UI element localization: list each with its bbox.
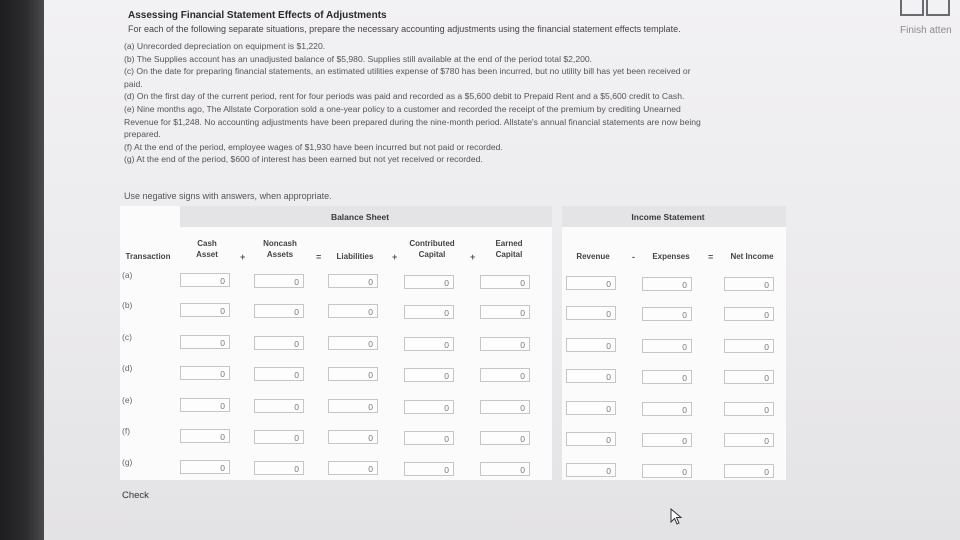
liabilities-input[interactable]: 0 [328,461,378,475]
cash-asset-input[interactable]: 0 [180,398,230,412]
plus-operator: + [240,252,246,262]
row-label: (d) [122,363,133,373]
cash-asset-input[interactable]: 0 [180,460,230,474]
revenue-input[interactable]: 0 [566,401,616,415]
noncash-assets-input[interactable]: 0 [254,274,304,288]
liabilities-input[interactable]: 0 [328,430,378,444]
row-label: (e) [122,395,133,405]
expenses-input[interactable]: 0 [642,277,692,291]
liabilities-input[interactable]: 0 [328,367,378,381]
cash-asset-input[interactable]: 0 [180,273,230,287]
equals-operator: = [316,252,322,262]
equals-operator: = [708,252,714,262]
cash-asset-input[interactable]: 0 [180,335,230,349]
earned-capital-input[interactable]: 0 [480,400,530,414]
earned-capital-input[interactable]: 0 [480,431,530,445]
net-income-input[interactable]: 0 [724,402,774,416]
earned-capital-header: Earned Capital [495,239,523,259]
expenses-input[interactable]: 0 [642,433,692,447]
income-statement-label: Income Statement [631,212,705,222]
expenses-input[interactable]: 0 [642,339,692,353]
balance-sheet-label: Balance Sheet [330,212,390,222]
earned-capital-input[interactable]: 0 [480,368,530,382]
expenses-input[interactable]: 0 [642,464,692,478]
earned-capital-input[interactable]: 0 [480,305,530,319]
liabilities-input[interactable]: 0 [328,399,378,413]
earned-capital-input[interactable]: 0 [480,275,530,289]
earned-capital-input[interactable]: 0 [480,462,530,476]
question-item: (a) Unrecorded depreciation on equipment is $1,220. [124,41,326,51]
contributed-capital-input[interactable]: 0 [404,462,454,476]
revenue-input[interactable]: 0 [566,338,616,352]
expenses-header: Expenses [652,252,690,261]
window-icon [900,0,924,16]
contributed-capital-input[interactable]: 0 [404,305,454,319]
row-label: (g) [122,457,133,467]
net-income-input[interactable]: 0 [724,307,774,321]
revenue-input[interactable]: 0 [566,432,616,446]
transaction-header: Transaction [125,252,171,261]
liabilities-input[interactable]: 0 [328,274,378,288]
question-item: (b) The Supplies account has an unadjusted balance of $5,980. Supplies still available at the end of the period total $2,200. [124,53,593,64]
revenue-header: Revenue [576,252,610,261]
check-button[interactable]: Check [122,490,149,501]
question-item: Revenue for $1,248. No accounting adjustments have been prepared during the nine-month period. Allstate's annual financial statements are now being [124,116,701,127]
plus-operator: + [470,252,476,262]
contributed-capital-header: Contributed Capital [409,239,455,259]
row-label: (a) [122,270,133,280]
minus-operator: - [632,252,635,262]
revenue-input[interactable]: 0 [566,276,616,290]
mouse-cursor-icon [670,508,684,526]
net-income-input[interactable]: 0 [724,464,774,478]
noncash-assets-header: Noncash Assets [263,239,297,259]
contributed-capital-input[interactable]: 0 [404,368,454,382]
earned-capital-input[interactable]: 0 [480,337,530,351]
question-title: Assessing Financial Statement Effects of Adjustments [128,10,387,21]
question-item: prepared. [124,129,161,140]
net-income-input[interactable]: 0 [724,433,774,447]
noncash-assets-input[interactable]: 0 [254,336,304,350]
monitor-bezel [0,0,44,540]
question-intro: For each of the following separate situations, prepare the necessary accounting adjustments using the financial statement effects template. [128,24,681,34]
finish-attempt-button[interactable]: Finish atten [900,25,952,36]
cash-asset-header: Cash Asset [196,239,218,259]
expenses-input[interactable]: 0 [642,370,692,384]
noncash-assets-input[interactable]: 0 [254,304,304,318]
expenses-input[interactable]: 0 [642,307,692,321]
net-income-input[interactable]: 0 [724,339,774,353]
contributed-capital-input[interactable]: 0 [404,431,454,445]
cash-asset-input[interactable]: 0 [180,429,230,443]
question-items [124,40,834,166]
row-label: (f) [122,426,131,436]
sign-note: Use negative signs with answers, when appropriate. [124,191,332,201]
net-income-input[interactable]: 0 [724,370,774,384]
row-label: (b) [122,300,133,310]
question-item: (d) On the first day of the current period, rent for four periods was paid and recorded as a $5,600 debit to Prepaid Rent and a $5,600 credit to Cash. [124,91,685,102]
net-income-header: Net Income [730,252,774,261]
question-item: paid. [124,78,143,89]
expenses-input[interactable]: 0 [642,402,692,416]
plus-operator: + [392,252,398,262]
revenue-input[interactable]: 0 [566,369,616,383]
net-income-input[interactable]: 0 [724,277,774,291]
question-item: (c) On the date for preparing financial statements, an estimated utilities expense of $780 has been incurred, but no utility bill has yet been received or [124,66,691,77]
question-item: (g) At the end of the period, $600 of interest has been earned but not yet received or recorded. [124,154,483,165]
cash-asset-input[interactable]: 0 [180,303,230,317]
noncash-assets-input[interactable]: 0 [254,461,304,475]
contributed-capital-input[interactable]: 0 [404,400,454,414]
cash-asset-input[interactable]: 0 [180,366,230,380]
revenue-input[interactable]: 0 [566,463,616,477]
revenue-input[interactable]: 0 [566,306,616,320]
liabilities-input[interactable]: 0 [328,304,378,318]
question-item: (f) At the end of the period, employee wages of $1,930 have been incurred but not paid or recorded. [124,141,503,152]
contributed-capital-input[interactable]: 0 [404,337,454,351]
row-label: (c) [122,332,132,342]
window-icon [926,0,950,16]
question-item: (e) Nine months ago, The Allstate Corporation sold a one-year policy to a customer and recorded the receipt of the premium by crediting Unearned [124,103,681,114]
noncash-assets-input[interactable]: 0 [254,399,304,413]
liabilities-header: Liabilities [336,252,374,261]
liabilities-input[interactable]: 0 [328,336,378,350]
noncash-assets-input[interactable]: 0 [254,430,304,444]
noncash-assets-input[interactable]: 0 [254,367,304,381]
contributed-capital-input[interactable]: 0 [404,275,454,289]
